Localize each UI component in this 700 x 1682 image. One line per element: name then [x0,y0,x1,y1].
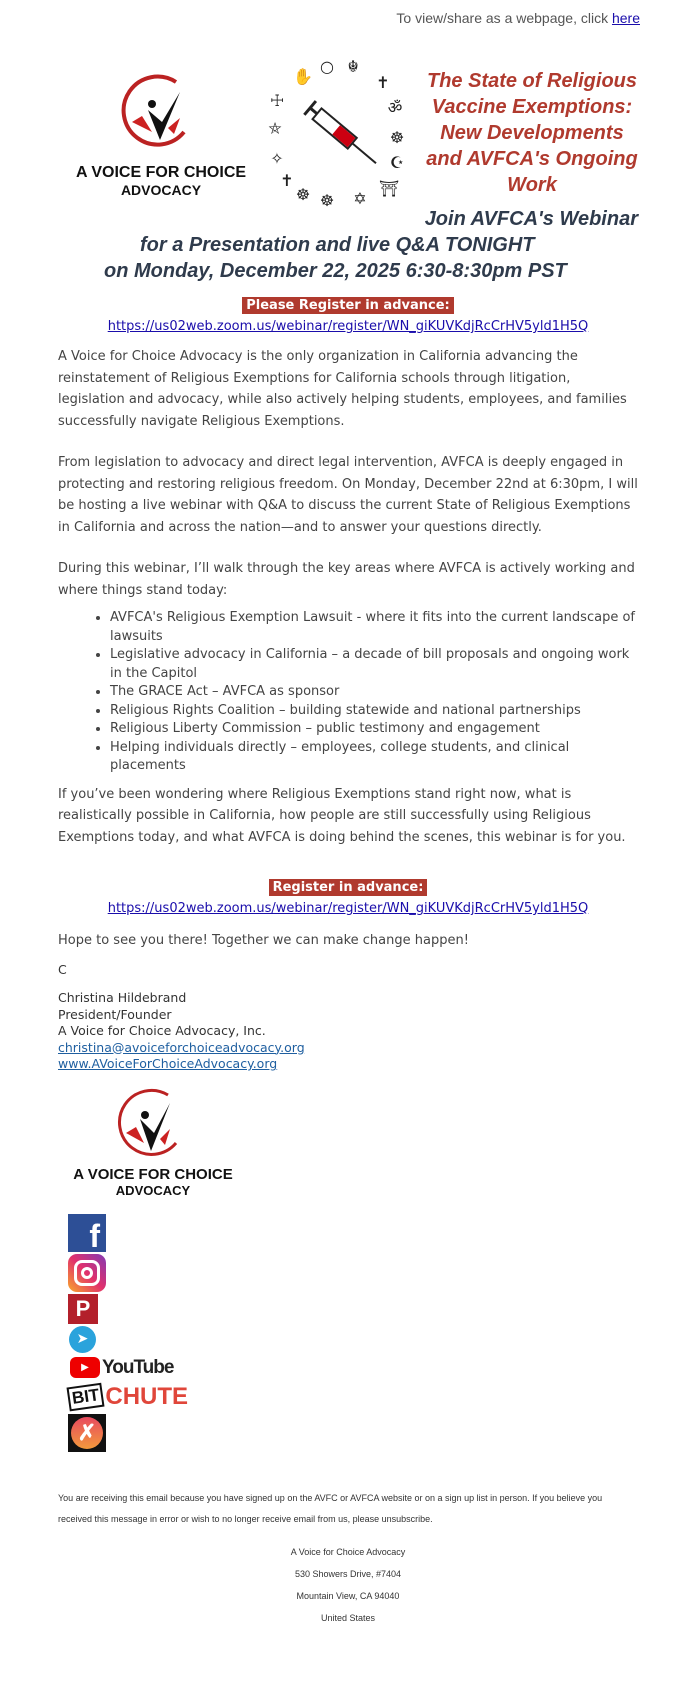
bitchute-icon[interactable] [68,1383,638,1411]
footer-address [58,1541,638,1629]
avfca-logo-icon [58,1087,248,1162]
list-item: • Religious Rights Coalition – building statewide and national partnerships [110,702,638,721]
svg-text:✋: ✋ [293,67,313,86]
facebook-icon[interactable]: f [68,1214,106,1252]
svg-text:☸: ☸ [389,128,405,147]
title-line: New Developments [440,122,624,144]
legislation-paragraph: From legislation to advocacy and direct legal intervention, AVFCA is deeply engaged in protecting and restoring religious freedom. On Monday, December 22nd at 6:30pm, I will be hosting a live webinar with Q&A to discuss the current State of Religious Exemptions in California and across the nation—and to answer your questions directly. [58,455,638,535]
title-line: Vaccine Exemptions: [431,96,633,118]
logo-line2: ADVOCACY [120,182,202,198]
webinar-paragraph: During this webinar, I’ll walk through the key areas where AVFCA is actively working and where things stand today: [58,561,635,598]
list-item: • Legislative advocacy in California – a decade of bill proposals and ongoing work in the Capitol [110,646,638,683]
bitchute-bit: BIT [67,1382,105,1411]
social-icons [58,1214,638,1452]
youtube-play-icon: ▶ [70,1357,100,1378]
svg-text:✡: ✡ [353,189,367,208]
svg-text:⛤: ⛤ [268,119,282,138]
view-webpage-line [396,10,640,26]
signature-org: A Voice for Choice Advocacy, Inc. [58,1023,266,1038]
svg-text:ॐ: ॐ [387,98,403,117]
list-item: • Religious Liberty Commission – public testimony and engagement [110,720,638,739]
title-line: and AVFCA's Ongoing [426,148,638,170]
signature-block [58,990,638,1073]
svg-text:☩: ☩ [269,91,285,110]
signature-role: President/Founder [58,1006,172,1022]
list-item: • Helping individuals directly – employees, college students, and clinical placements [110,739,638,776]
avfca-footer-logo [58,1087,248,1198]
subtitle-line2: for a Presentation and live Q&A TONIGHT [140,234,535,256]
logo-line2: ADVOCACY [115,1182,191,1198]
register-link[interactable]: https://us02web.zoom.us/webinar/register/WN_giKUVKdjRcCrHV5yld1H5Q [107,319,589,334]
svg-text:☪: ☪ [389,153,405,172]
svg-text:☬: ☬ [347,58,359,76]
view-webpage-text: To view/share as a webpage, click [396,10,612,26]
youtube-icon[interactable] [70,1356,638,1380]
email-body [58,206,638,1629]
subtitle-line3: on Monday, December 22, 2025 6:30-8:30pm PST [104,260,567,282]
religious-symbols-syringe-image [265,58,415,208]
address-line: 530 Showers Drive, #7404 [294,1568,402,1579]
register-section-2 [58,876,638,918]
telegram-icon[interactable]: ➤ [69,1326,96,1353]
view-webpage-link[interactable]: here [611,10,640,26]
list-item: • The GRACE Act – AVFCA as sponsor [110,683,638,702]
avfca-logo-icon [56,70,266,160]
register-badge: Register in advance: [269,879,428,896]
svg-text:○: ○ [320,58,334,76]
webinar-title [412,68,652,198]
svg-text:✝: ✝ [280,171,294,190]
svg-text:⛩: ⛩ [378,179,400,198]
parler-icon[interactable]: P [68,1294,98,1324]
logo-line1: A VOICE FOR CHOICE [73,1165,233,1183]
svg-text:☸: ☸ [295,185,311,204]
svg-text:✝: ✝ [376,73,390,92]
email-link[interactable]: christina@avoiceforchoiceadvocacy.org [58,1039,305,1055]
address-line: A Voice for Choice Advocacy [290,1546,406,1557]
website-link[interactable]: www.AVoiceForChoiceAdvocacy.org [58,1056,278,1071]
closing-text: Hope to see you there! Together we can make change happen! [58,933,469,948]
youtube-wordmark: YouTube [102,1356,174,1378]
gab-icon[interactable]: ✗ [68,1414,106,1452]
subtitle-line1: Join AVFCA's Webinar [424,208,638,230]
unsubscribe-notice: You are receiving this email because you have signed up on the AVFC or AVFCA website or on a sign up list in person. If you believe you received this message in error or wish to no longer receive email from us, please unsubscribe. [58,1492,603,1524]
wondering-paragraph: If you’ve been wondering where Religious Exemptions stand right now, what is realistically possible in California, how people are still successfully using Religious Exemptions today, and what AVFCA is doing behind the scenes, this webinar is for you. [58,786,626,845]
topics-list [58,609,638,776]
list-item: • AVFCA's Religious Exemption Lawsuit - where it fits into the current landscape of lawsuits [110,609,638,646]
register-badge: Please Register in advance: [242,297,454,314]
svg-text:☸: ☸ [319,191,335,208]
avfca-logo [56,70,266,198]
instagram-icon[interactable] [68,1254,106,1292]
logo-line1: A VOICE FOR CHOICE [75,164,247,181]
signature-name: Christina Hildebrand [58,990,187,1005]
syringe-icon [265,58,415,208]
svg-text:✧: ✧ [270,149,284,168]
bitchute-chute: CHUTE [105,1382,189,1410]
address-line: Mountain View, CA 94040 [296,1590,400,1601]
initial: C [58,961,67,977]
title-line: Work [507,174,557,196]
address-line: United States [320,1612,376,1623]
intro-paragraph: A Voice for Choice Advocacy is the only organization in California advancing the reinstatement of Religious Exemptions for California schools through litigation, legislation and advocacy, while also actively helping students, employees, and families successfully navigate Religious Exemptions. [58,349,627,429]
register-section-1 [58,294,638,336]
title-line: The State of Religious [426,70,638,92]
register-link[interactable]: https://us02web.zoom.us/webinar/register/WN_giKUVKdjRcCrHV5yld1H5Q [107,901,589,916]
